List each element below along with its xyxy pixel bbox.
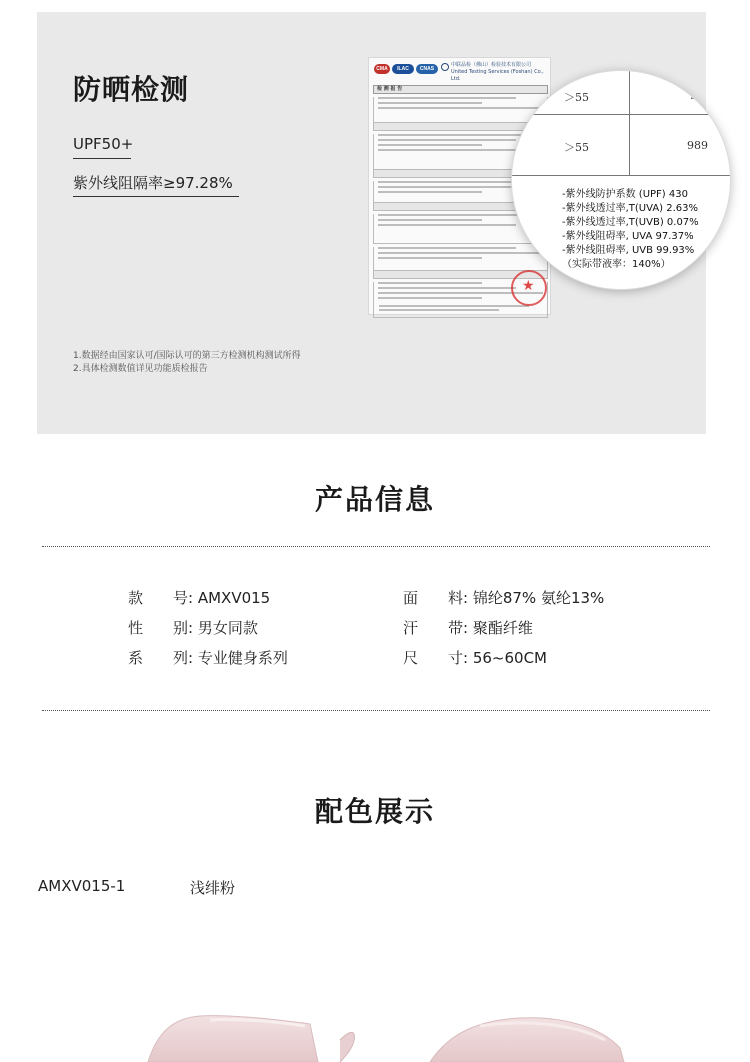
mag-value: ＞55 [564, 91, 589, 104]
mag-line: -紫外线阻碍率, UVB 99.93% [562, 245, 695, 256]
info-label: 款 号: [128, 589, 194, 607]
mag-value: ＞55 [564, 141, 589, 154]
report-company-en: United Testing Services (Foshan) Co., Ltd. [451, 69, 544, 82]
test-notes [73, 350, 301, 376]
mag-line: -紫外线防护系数 (UPF) 430 [562, 189, 688, 200]
ilac-logo-icon: ILAC [392, 64, 414, 74]
info-value: 56~60CM [472, 649, 548, 667]
info-value: AMXV015 [197, 589, 271, 607]
cma-logo-icon: CMA [374, 64, 390, 74]
uv-block-rate: 紫外线阻隔率≥97.28% [73, 174, 233, 192]
info-value: 男女同款 [197, 619, 258, 637]
report-company [451, 62, 550, 83]
variant-name: 浅绯粉 [190, 879, 236, 897]
visor-cap-icon [0, 990, 750, 1062]
info-size [403, 647, 547, 668]
info-fabric [403, 587, 604, 608]
report-company-cn: 中联品检（佛山）检验技术有限公司 [451, 62, 532, 68]
product-info-title: 产品信息 [314, 483, 435, 516]
mag-line: -紫外线透过率,T(UVB) 0.07% [562, 217, 699, 228]
info-value: 聚酯纤维 [472, 619, 533, 637]
mag-value: 98 [690, 89, 704, 102]
test-title: 防晒检测 [73, 73, 190, 106]
variant-code: AMXV015-1 [38, 877, 126, 895]
certification-logos [374, 64, 438, 74]
info-label: 面 料: [403, 589, 469, 607]
info-gender [128, 617, 258, 638]
test-note-2: 2.具体检测数值详见功能质检报告 [73, 364, 208, 374]
report-footer [379, 303, 529, 313]
mag-line: -紫外线透过率,T(UVA) 2.63% [562, 203, 699, 214]
report-header: 检 测 报 告 [373, 85, 548, 94]
company-seal-icon [441, 63, 449, 71]
divider-top [42, 546, 710, 547]
test-note-1: 1.数据经由国家认可/国际认可的第三方检测机构测试所得 [73, 351, 301, 361]
info-value: 专业健身系列 [197, 649, 288, 667]
info-style-no [128, 587, 270, 608]
upf-underline [73, 158, 131, 159]
info-label: 尺 寸: [403, 649, 469, 667]
cnas-logo-icon: CNAS [416, 64, 438, 74]
mag-line: （实际带液率：140%） [562, 259, 671, 270]
colors-title: 配色展示 [314, 795, 435, 828]
info-series [128, 647, 288, 668]
info-sweatband [403, 617, 533, 638]
sun-protection-test-panel [37, 12, 706, 434]
report-magnifier [511, 70, 731, 290]
info-label: 汗 带: [403, 619, 469, 637]
mag-value: 989 [687, 139, 708, 152]
info-label: 性 别: [128, 619, 194, 637]
upf-rating: UPF50+ [73, 135, 134, 153]
report-stamp-icon [511, 270, 547, 306]
visor-cap-image [0, 990, 750, 1062]
divider-bottom [42, 710, 710, 711]
info-label: 系 列: [128, 649, 194, 667]
uv-underline [73, 196, 239, 197]
info-value: 锦纶87% 氨纶13% [472, 589, 605, 607]
mag-line: -紫外线阻碍率, UVA 97.37% [562, 231, 694, 242]
